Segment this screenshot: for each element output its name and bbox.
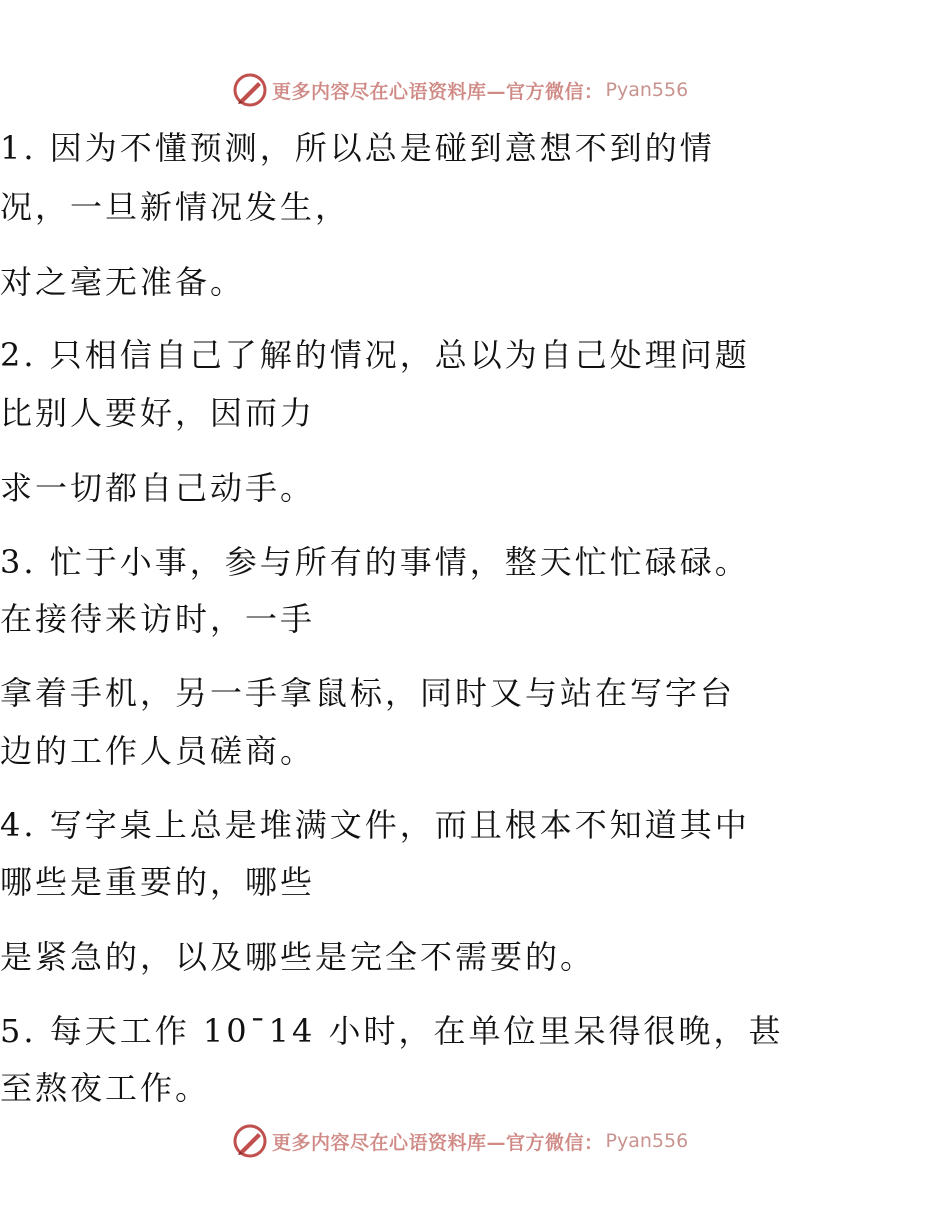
pen-logo-icon (232, 1123, 268, 1159)
text-line: 边的工作人员磋商。 (0, 732, 316, 770)
text-line: 2. 只相信自己了解的情况，总以为自己处理问题 (0, 336, 750, 374)
text-line: 比别人要好，因而力 (0, 394, 316, 432)
text-line: 况，一旦新情况发生， (0, 188, 351, 226)
text-line: 至熬夜工作。 (0, 1069, 211, 1107)
watermark-contact: Pyan556 (605, 79, 689, 101)
footer-watermark (232, 1121, 688, 1161)
text-line: 5. 每天工作 10¯14 小时，在单位里呆得很晚，甚 (0, 1012, 784, 1050)
text-line: 哪些是重要的，哪些 (0, 863, 316, 901)
watermark-text: 更多内容尽在心语资料库—官方微信： (272, 80, 604, 103)
text-line: 3. 忙于小事，参与所有的事情，整天忙忙碌碌。 (0, 543, 750, 581)
text-line: 对之毫无准备。 (0, 263, 246, 301)
text-line: 在接待来访时，一手 (0, 600, 316, 638)
text-line: 1. 因为不懂预测，所以总是碰到意想不到的情 (0, 129, 715, 167)
text-line: 是紧急的，以及哪些是完全不需要的。 (0, 938, 596, 976)
watermark-contact: Pyan556 (605, 1130, 689, 1152)
watermark-text: 更多内容尽在心语资料库—官方微信： (272, 1131, 604, 1154)
pen-logo-icon (232, 72, 268, 108)
text-line: 求一切都自己动手。 (0, 469, 316, 507)
text-line: 4. 写字桌上总是堆满文件，而且根本不知道其中 (0, 806, 750, 844)
header-watermark (232, 70, 688, 110)
text-line: 拿着手机，另一手拿鼠标，同时又与站在写字台 (0, 674, 736, 712)
